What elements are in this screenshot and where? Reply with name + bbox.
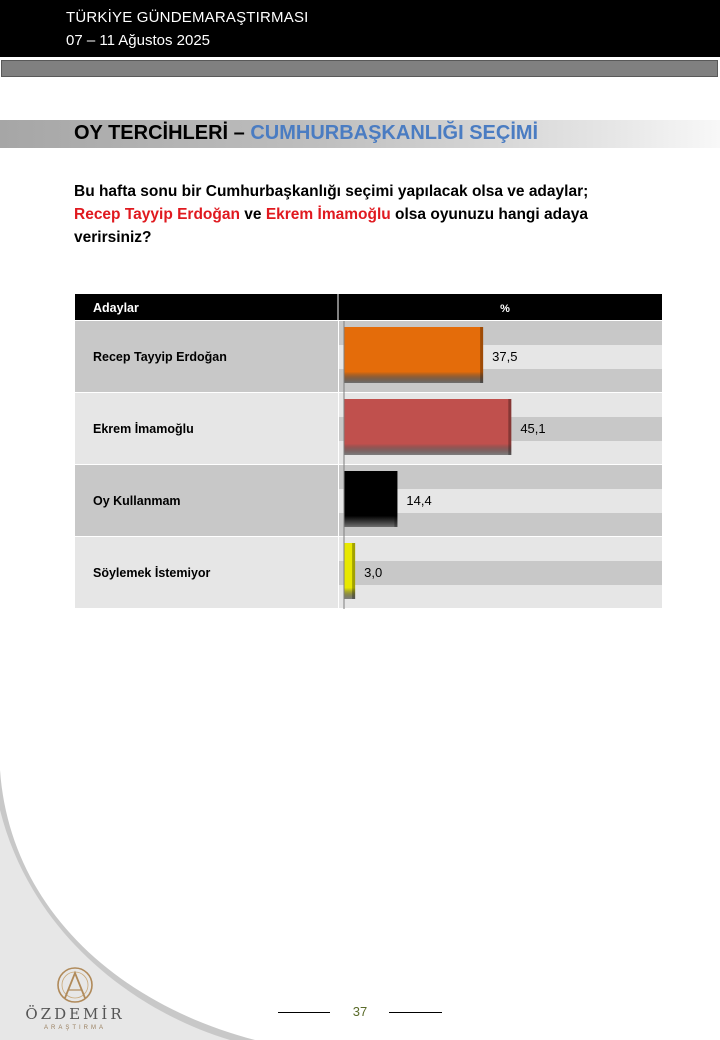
column-header-percent: % xyxy=(500,303,510,315)
report-date: 07 – 11 Ağustos 2025 xyxy=(66,32,211,49)
value-label: 3,0 xyxy=(364,565,383,580)
plot-band xyxy=(339,561,662,585)
question-candidate-1: Recep Tayyip Erdoğan xyxy=(74,206,240,223)
section-title-part1: OY TERCİHLERİ – xyxy=(74,122,251,144)
column-header-candidates: Adaylar xyxy=(93,301,139,315)
question-and: ve xyxy=(239,206,266,223)
question-rest: olsa oyunuzu hangi adaya verirsiniz? xyxy=(74,206,588,246)
logo-name: ÖZDEMİR xyxy=(25,1005,125,1023)
value-label: 45,1 xyxy=(520,421,546,436)
question-candidate-2: Ekrem İmamoğlu xyxy=(265,206,391,223)
value-label: 14,4 xyxy=(406,493,432,508)
category-label: Oy Kullanmam xyxy=(93,494,181,508)
plot-band xyxy=(339,537,662,561)
bar-shade xyxy=(352,543,355,599)
category-label: Ekrem İmamoğlu xyxy=(93,422,194,436)
category-label: Recep Tayyip Erdoğan xyxy=(93,350,227,364)
table-header xyxy=(75,294,662,320)
bar-shade xyxy=(394,471,397,527)
section-title-part2: CUMHURBAŞKANLIĞI SEÇİMİ xyxy=(250,122,539,144)
question-line1: Bu hafta sonu bir Cumhurbaşkanlığı seçimi yapılacak olsa ve adaylar; xyxy=(74,183,589,200)
category-label: Söylemek İstemiyor xyxy=(93,566,211,580)
value-label: 37,5 xyxy=(492,349,518,364)
plot-band xyxy=(339,585,662,608)
report-title: TÜRKİYE GÜNDEMARAŞTIRMASI xyxy=(66,9,309,26)
footer-line-right xyxy=(389,1012,442,1013)
footer-line-left xyxy=(278,1012,330,1013)
bar xyxy=(344,399,511,455)
page-number: 37 xyxy=(352,1004,368,1019)
bar-shade xyxy=(480,327,483,383)
bar-shade xyxy=(508,399,511,455)
bar xyxy=(344,471,397,527)
logo-subtitle: ARAŞTIRMA xyxy=(43,1025,106,1031)
bar xyxy=(344,327,483,383)
